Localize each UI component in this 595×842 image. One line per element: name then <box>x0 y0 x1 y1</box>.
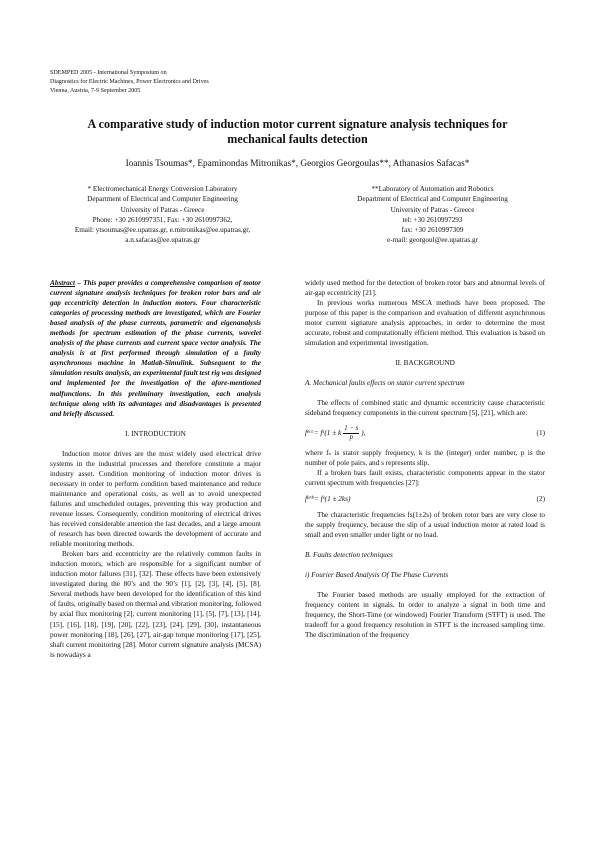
affiliation-line: e-mail: georgoul@ee.upatras.gr <box>387 236 478 245</box>
affiliation-line: a.n.safacas@ee.upatras.gr <box>125 236 200 245</box>
body-paragraph: widely used method for the detection of broken rotor bars and abnormal levels of air-gap eccentricity [21]. <box>305 279 545 298</box>
fraction-numerator: 1 − s <box>344 424 359 432</box>
title-line: mechanical faults detection <box>227 132 368 146</box>
author-list: Ioannis Tsoumas*, Epaminondas Mitronikas*, Georgios Georgoulas**, Athanasios Safacas* <box>125 159 470 169</box>
section-heading: II. BACKGROUND <box>395 359 455 368</box>
subsection-heading: B. Faults detection techniques <box>305 550 393 559</box>
right-column <box>305 278 545 640</box>
affiliation-line: **Laboratory of Automation and Robotics <box>371 185 494 193</box>
conference-header <box>50 69 209 96</box>
affiliation-line: tel: +30 2610997293 <box>402 215 463 224</box>
body-paragraph: where fₛ is stator supply frequency, k is the (integer) order number, p is the number of pole pairs, and s represents slip. <box>305 448 545 467</box>
body-paragraph: Induction motor drives are the most widely used electrical drive systems in the industrial processes and therefore constitute a major industry asset. Condition monitoring of induction motor drives is necessary in order to perform condition based maintenance and reduce maintenance and operational costs, as well as to avoid unexpected failures and unscheduled outages, preventing this way production and revenue losses. Consequently, condition monitoring of electrical drives has received considerable attention the last decades, and a large amount of research has been directed towards the development of accurate and reliable monitoring methods. <box>50 449 261 549</box>
section-heading: I. INTRODUCTION <box>125 429 186 438</box>
abstract <box>50 278 261 419</box>
eq-symbol: = f <box>313 494 323 503</box>
eq-subscript: brb <box>307 495 314 501</box>
equation-number: (1) <box>536 428 545 437</box>
affiliation-line: University of Patras - Greece <box>120 205 205 214</box>
affiliation-line: University of Patras - Greece <box>390 205 475 214</box>
body-paragraph: The Fourier based methods are usually employed for the extraction of frequency content in signals. In order to analyze a signal in both time and frequency, the Short-Time (or windowed) Fourier Transform (STFT) is used. The tradeoff for a good frequency resolution in STFT is the increased sampling time. The discrimination of the frequency <box>305 590 545 640</box>
affiliation-line: Email: ytsoumas@ee.upatras.gr, e.mitronikas@ee.upatras.gr, <box>74 226 251 235</box>
abstract-text: – This paper provides a comprehensive comparison of motor current signature analysis techniques for broken rotor bars and air gap eccentricity detection in induction motors. Four characteristic categories of processing methods are investigated, which are Fourier based analysis of the phase currents, parametric and eigenanalysis methods for spectrum estimation of the phase currents, wavelet analysis of the phase currents and current space vector analysis. The analysis is at first performed through simulation of a faulty asynchronous machine in Matlab-Simulink. Subsequent to the simulation results analysis, an experimental fault test rig was designed and implemented for the investigation of the afore-mentioned malfunctions. In this preliminary investigation, each analysis technique along with its advantages and disadvantages is presented and briefly discussed. <box>50 279 261 418</box>
equation-1 <box>305 425 545 442</box>
subsection-heading: A. Mechanical faults effects on stator current spectrum <box>305 379 465 388</box>
affiliation-line: Phone: +30 2610997351, Fax: +30 2610997362, <box>92 215 233 224</box>
eq-fraction <box>343 425 359 442</box>
eq-subscript: ecc <box>307 429 314 435</box>
affiliation-right <box>305 184 560 246</box>
eq-symbol: (1 ± k <box>324 428 342 437</box>
eq-symbol: f <box>305 428 308 437</box>
eq-symbol: (1 ± 2ks) <box>324 494 351 503</box>
fraction-denominator: p <box>349 433 353 441</box>
header-line: SDEMPED 2005 - International Symposium on <box>50 70 167 76</box>
body-paragraph: The effects of combined static and dynamic eccentricity cause characteristic sideband frequency components in the current spectrum [5], [21], which are: <box>305 399 545 418</box>
header-line: Diagnostics for Electric Machines, Power Electronics and Drives <box>50 78 209 85</box>
left-column <box>50 278 261 660</box>
header-line: Vienna, Austria, 7-9 September 2005 <box>50 87 141 94</box>
title-line: A comparative study of induction motor current signature analysis techniques for <box>87 117 508 131</box>
affiliation-line: Department of Electrical and Computer Engineering <box>357 195 508 204</box>
subsubsection-heading: i) Fourier Based Analysis Of The Phase Currents <box>305 570 449 579</box>
paper-title <box>40 117 555 147</box>
body-paragraph: Broken bars and eccentricity are the relatively common faults in induction motors, which are responsible for a significant number of induction motor failures [31], [32]. These effects have been extensively investigated during the 80’s and the 90’s [1], [2], [3], [4], [5], [8]. Several methods have been developed for the identification of this kind of faults, originally based on thermal and vibration monitoring, followed by axial flux monitoring [2], current monitoring [1], [5], [7], [13], [14], [15], [16], [18], [19], [20], [22], [23], [24], [29], [30], instantaneous power monitoring [18], [26], [27], air-gap torque monitoring [17], [25], shaft current monitoring [28]. Motor current signature analysis (MCSA) is nowadays a <box>50 550 261 659</box>
body-paragraph: The characteristic frequencies fs(1±2s) of broken rotor bars are very close to the supply frequency, because the slip of a usual induction motor at rated load is small and even smaller under light or no load. <box>305 510 545 539</box>
eq-subscript: s <box>322 495 325 501</box>
affiliation-line: * Electromechanical Energy Conversion Laboratory <box>87 185 238 193</box>
equation-body <box>305 425 366 442</box>
affiliation-line: fax: +30 2610997309 <box>401 226 464 235</box>
eq-symbol: = f <box>313 428 323 437</box>
eq-subscript: s <box>322 429 325 435</box>
body-paragraph: In previous works numerous MSCA methods have been proposed. The purpose of this paper is the comparison and evaluation of different asynchronous motor current signature analysis approaches, in order to determine the most accurate, robust and computationally efficient method. This evaluation is based on simulation and experimental investigation. <box>305 299 545 348</box>
abstract-label: Abstract <box>50 279 75 287</box>
eq-symbol: ), <box>361 428 366 437</box>
equation-number: (2) <box>536 494 545 503</box>
equation-2 <box>305 494 545 504</box>
equation-body <box>305 494 350 504</box>
affiliation-left <box>35 184 290 246</box>
eq-symbol: f <box>305 494 308 503</box>
affiliation-line: Department of Electrical and Computer Engineering <box>87 195 238 204</box>
body-paragraph: If a broken bars fault exists, characteristic components appear in the stator current spectrum with frequencies [27]: <box>305 468 545 487</box>
